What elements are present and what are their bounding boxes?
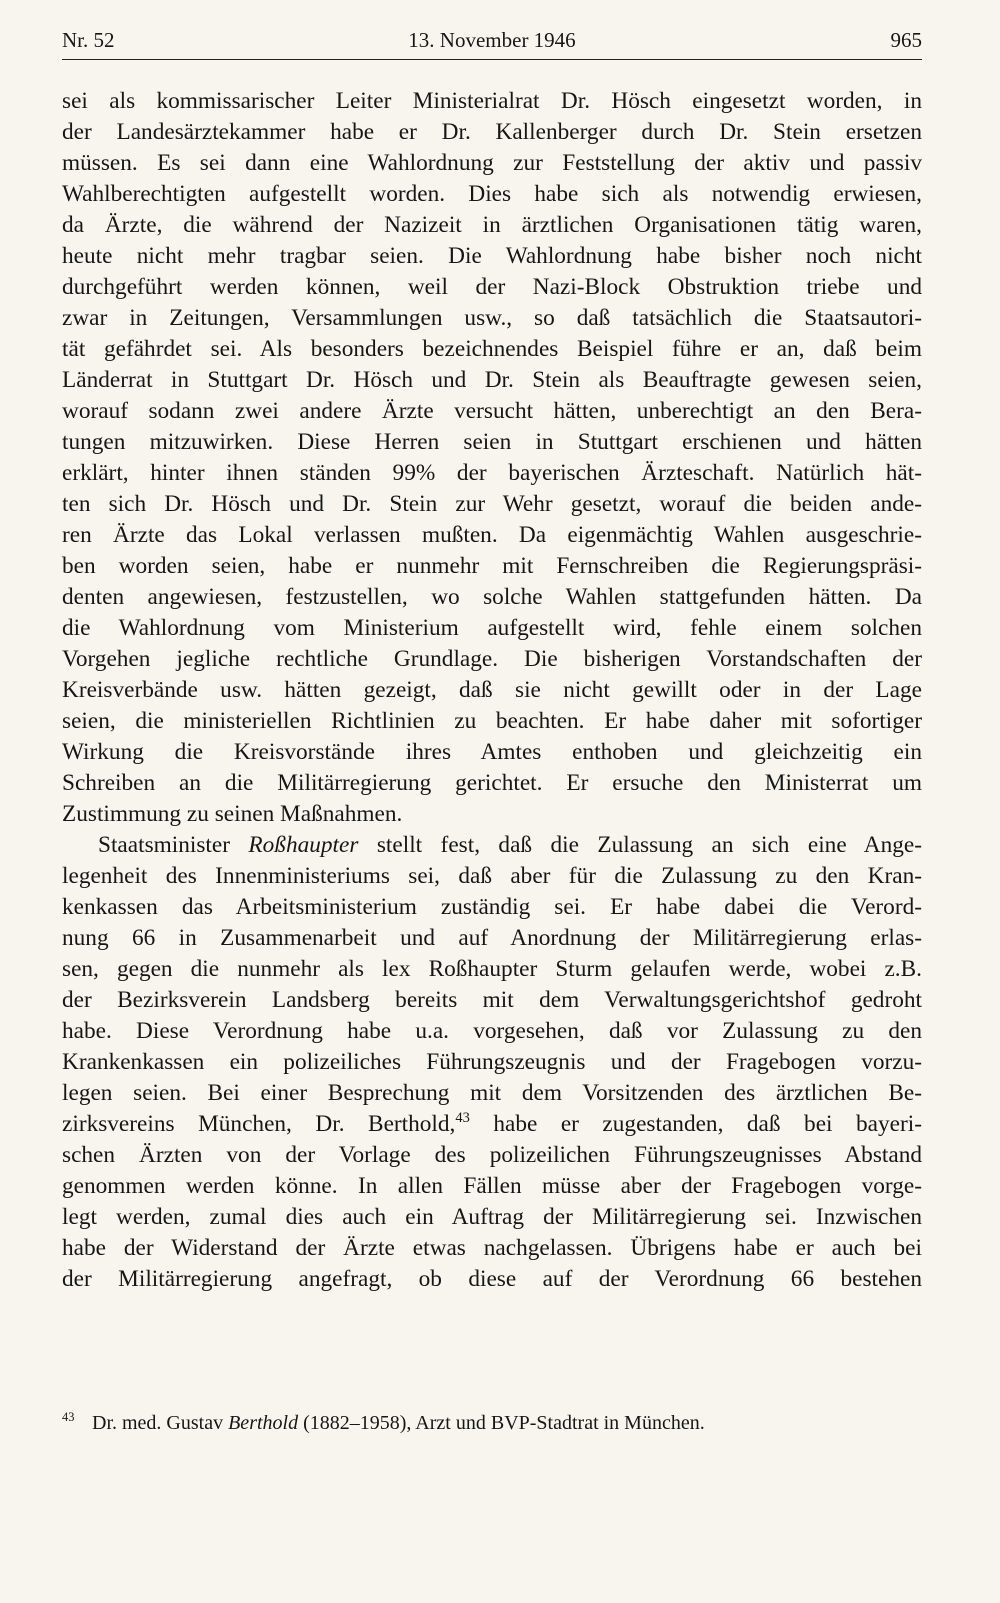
text-line: der Militärregierung angefragt, ob diese auf der Verordnung 66 bestehen: [62, 1266, 922, 1292]
text-line: habe. Diese Verordnung habe u.a. vorgesehen, daß vor Zulassung zu den: [62, 1018, 922, 1044]
footnote-name: Berthold: [228, 1412, 299, 1434]
text-line: heute nicht mehr tragbar seien. Die Wahlordnung habe bisher noch nicht: [62, 243, 922, 269]
text-line: der Landesärztekammer habe er Dr. Kallenberger durch Dr. Stein ersetzen: [62, 119, 922, 145]
text-line: sen, gegen die nunmehr als lex Roßhaupter Sturm gelaufen werde, wobei z.B.: [62, 956, 922, 982]
text-line: legenheit des Innenministeriums sei, daß aber für die Zulassung zu den Kran-: [62, 863, 922, 889]
header-rule: [62, 59, 922, 60]
text-line: legen seien. Bei einer Besprechung mit dem Vorsitzenden des ärztlichen Be-: [62, 1080, 922, 1106]
text-line: Schreiben an die Militärregierung gerichtet. Er ersuche den Ministerrat um: [62, 770, 922, 796]
text-line: Kreisverbände usw. hätten gezeigt, daß sie nicht gewillt oder in der Lage: [62, 677, 922, 703]
header-date: 13. November 1946: [408, 28, 576, 52]
text-line: legt werden, zumal dies auch ein Auftrag der Militärregierung sei. Inzwischen: [62, 1204, 922, 1230]
page-header: [62, 28, 922, 58]
text-line: denten angewiesen, festzustellen, wo solche Wahlen stattgefunden hätten. Da: [62, 584, 922, 610]
body-text: [62, 86, 922, 1295]
text-line: Länderrat in Stuttgart Dr. Hösch und Dr. Stein als Beauftragte gewesen seien,: [62, 367, 922, 393]
text-line: ren Ärzte das Lokal verlassen mußten. Da eigenmächtig Wahlen ausgeschrie-: [62, 522, 922, 548]
text-line: da Ärzte, die während der Nazizeit in ärztlichen Organisationen tätig waren,: [62, 212, 922, 238]
text-line: schen Ärzten von der Vorlage des polizeilichen Führungszeugnisses Abstand: [62, 1142, 922, 1168]
text-line: Wahlberechtigten aufgestellt worden. Dies habe sich als notwendig erwiesen,: [62, 181, 922, 207]
footnote-ref: 43: [455, 1110, 470, 1127]
text-line: die Wahlordnung vom Ministerium aufgestellt wird, fehle einem solchen: [62, 615, 922, 641]
text-line: Vorgehen jegliche rechtliche Grundlage. Die bisherigen Vorstandschaften der: [62, 646, 922, 672]
name-rosshaupter: Roßhaupter: [248, 832, 359, 858]
text-line: zwar in Zeitungen, Versammlungen usw., so daß tatsächlich die Staatsautori-: [62, 305, 922, 331]
text-line: tungen mitzuwirken. Diese Herren seien in Stuttgart erschienen und hätten: [62, 429, 922, 455]
paragraph-1: [62, 86, 922, 830]
text-line: Wirkung die Kreisvorstände ihres Amtes enthoben und gleichzeitig ein: [62, 739, 922, 765]
footnote: $^{43}$ Dr. med. Gustav Berthold (1882–1958), Arzt und BVP-Stadtrat in München.: [62, 1410, 705, 1434]
text-line: nung 66 in Zusammenarbeit und auf Anordnung der Militärregierung erlas-: [62, 925, 922, 951]
text-line: zirksvereins München, Dr. Berthold,$^{43}$ habe er zugestanden, daß bei bayeri-: [62, 1110, 922, 1137]
text-line: Krankenkassen ein polizeiliches Führungszeugnis und der Fragebogen vorzu-: [62, 1049, 922, 1075]
text-line: habe der Widerstand der Ärzte etwas nachgelassen. Übrigens habe er auch bei: [62, 1235, 922, 1261]
text-line: Zustimmung zu seinen Maßnahmen.: [62, 801, 403, 827]
text-line: genommen werden könne. In allen Fällen müsse aber der Fragebogen vorge-: [62, 1173, 922, 1199]
text-line: worauf sodann zwei andere Ärzte versucht hätten, unberechtigt an den Bera-: [62, 398, 922, 424]
paragraph-2: [62, 830, 922, 1295]
text-line: der Bezirksverein Landsberg bereits mit dem Verwaltungsgerichtshof gedroht: [62, 987, 922, 1013]
issue-number: Nr. 52: [62, 28, 115, 52]
text-line: seien, die ministeriellen Richtlinien zu beachten. Er habe daher mit sofortiger: [62, 708, 922, 734]
text-line: sei als kommissarischer Leiter Ministerialrat Dr. Hösch eingesetzt worden, in: [62, 88, 922, 114]
text-line: ten sich Dr. Hösch und Dr. Stein zur Wehr gesetzt, worauf die beiden ande-: [62, 491, 922, 517]
text-line: kenkassen das Arbeitsministerium zuständig sei. Er habe dabei die Verord-: [62, 894, 922, 920]
text-line: erklärt, hinter ihnen ständen 99% der bayerischen Ärzteschaft. Natürlich hät-: [62, 460, 922, 486]
text-line: Staatsminister Roßhaupter stellt fest, daß die Zulassung an sich eine Ange-: [98, 832, 923, 858]
text-line: tät gefährdet sei. Als besonders bezeichnendes Beispiel führe er an, daß beim: [62, 336, 922, 362]
page-number: 965: [890, 28, 922, 52]
text-line: durchgeführt werden können, weil der Nazi-Block Obstruktion triebe und: [62, 274, 922, 300]
text-line: ben worden seien, habe er nunmehr mit Fernschreiben die Regierungspräsi-: [62, 553, 922, 579]
text-line: müssen. Es sei dann eine Wahlordnung zur Feststellung der aktiv und passiv: [62, 150, 922, 176]
